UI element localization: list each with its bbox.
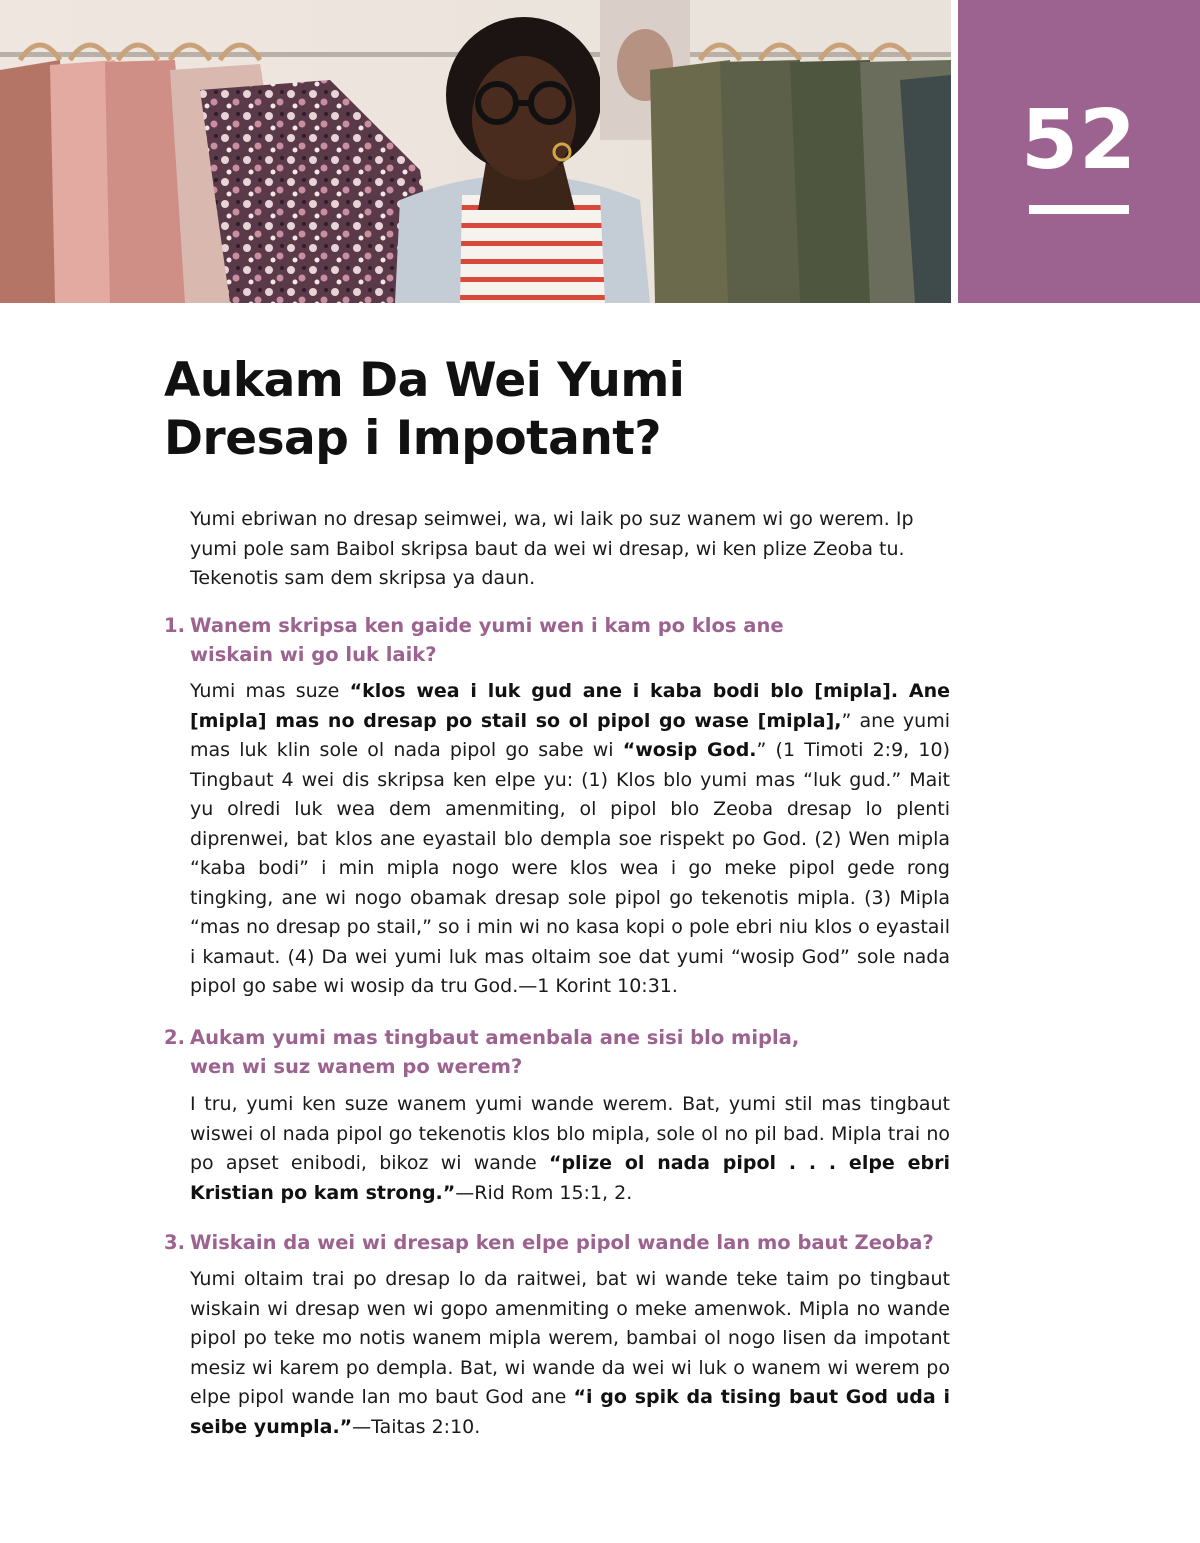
- question-2-line1: Aukam yumi mas tingbaut amenbala ane sisi blo mipla,: [190, 1026, 800, 1049]
- question-3-line1: Wiskain da wei wi dresap ken elpe pipol wande lan mo baut Zeoba?: [190, 1231, 934, 1254]
- answer-1-run: ” ane yumi mas luk klin sole ol nada pipol go sabe wi: [190, 709, 951, 761]
- answer-1-quote: “wosip God.: [622, 739, 757, 761]
- lesson-number-underline: [1029, 205, 1129, 214]
- question-1: [164, 611, 964, 669]
- question-1-line1: Wanem skripsa ken gaide yumi wen i kam po klos ane: [190, 614, 784, 637]
- header-photo: [0, 0, 951, 303]
- clothing-rack-photo: [0, 0, 951, 303]
- answer-1: [190, 677, 950, 1002]
- page-title-line1: Aukam Da Wei Yumi: [164, 353, 685, 408]
- answer-1-quote: “klos wea i luk gud ane i kaba bodi blo [mipla]. Ane [mipla] mas no dresap po stail so ol pipol go wase [mipla],: [190, 680, 950, 732]
- answer-3-run: Yumi oltaim trai po dresap lo da raitwei, bat wi wande teke taim po tingbaut wiskain wi dresap wen wi gopo amenmiting o meke amenwok. Mipla no wande pipol po teke mo notis wanem mipla werem, bambai ol nogo lisen da impotant mesiz wi karem po dempla. Bat, wi wande da wei wi luk o wanem wi werem po elpe pipol wande lan mo baut God ane: [190, 1268, 950, 1408]
- lesson-number-box: [958, 0, 1200, 303]
- answer-1-run: Yumi mas suze: [190, 680, 350, 702]
- question-3-number: 3.: [164, 1231, 185, 1254]
- answer-3: [190, 1265, 950, 1442]
- intro-paragraph: Yumi ebriwan no dresap seimwei, wa, wi laik po suz wanem wi go werem. Ip yumi pole sam Baibol skripsa baut da wei wi dresap, wi ken plize Zeoba tu. Tekenotis sam dem skripsa ya daun.: [190, 508, 914, 589]
- answer-3-run: —Taitas 2:10.: [352, 1415, 481, 1438]
- answer-2: [190, 1090, 950, 1208]
- question-2-number: 2.: [164, 1026, 185, 1049]
- question-2-line2: wen wi suz wanem po werem?: [190, 1055, 523, 1078]
- answer-2-run: I tru, yumi ken suze wanem yumi wande werem. Bat, yumi stil mas tingbaut wiswei ol nada pipol go tekenotis klos blo mipla, sole ol no pil bad. Mipla trai no po apset enibodi, bikoz wi wande: [190, 1093, 950, 1174]
- answer-2-run: —Rid Rom 15:1, 2.: [455, 1181, 633, 1204]
- answer-3-quote: “i go spik da tising baut God uda i seibe yumpla.”: [190, 1386, 951, 1438]
- question-1-line2: wiskain wi go luk laik?: [190, 643, 437, 666]
- answer-2-quote: “plize ol nada pipol . . . elpe ebri Kristian po kam strong.”: [190, 1152, 950, 1204]
- lesson-number: 52: [1020, 93, 1138, 188]
- page-title-line2: Dresap i Impotant?: [164, 411, 662, 466]
- question-3: [164, 1228, 964, 1257]
- question-2: [164, 1023, 964, 1081]
- answer-1-run: ” (1 Timoti 2:9, 10) Tingbaut 4 wei dis skripsa ken elpe yu: (1) Klos blo yumi mas “luk gud.” Mait yu olredi luk wea dem amenmiting, ol pipol blo Zeoba dresap lo plenti diprenwei, bat klos ane eyastail blo dempla soe rispekt po God. (2) Wen mipla “kaba bodi” i min mipla nogo were klos wea i go meke pipol gede rong tingking, ane wi nogo obamak dresap sole pipol go tekenotis mipla. (3) Mipla “mas no dresap po stail,” so i min wi no kasa kopi o pole ebri niu klos o eyastail i kamaut. (4) Da wei yumi luk mas oltaim soe dat yumi “wosip God” sole nada pipol go sabe wi wosip da tru God.—1 Korint 10:31.: [190, 739, 950, 997]
- page-title: [164, 352, 864, 468]
- question-1-number: 1.: [164, 614, 185, 637]
